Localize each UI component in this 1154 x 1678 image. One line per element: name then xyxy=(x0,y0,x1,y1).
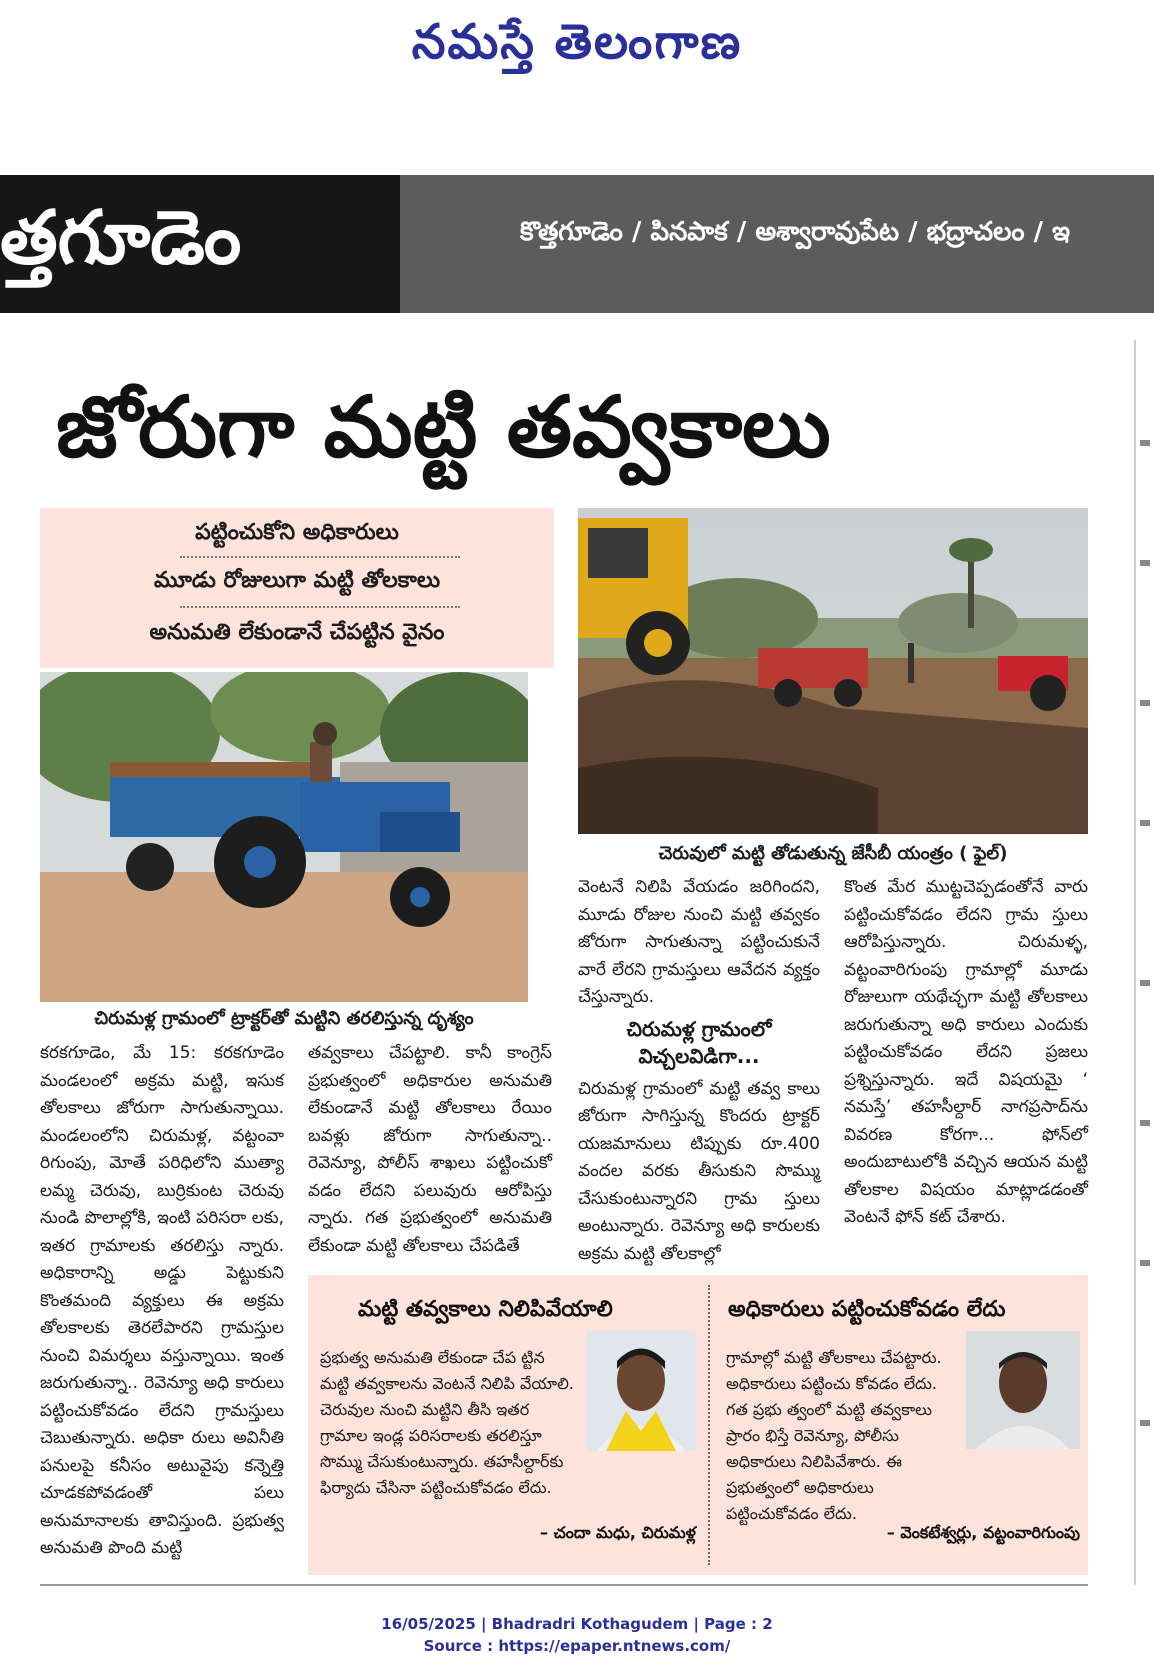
edge-text-fragment xyxy=(1140,440,1150,446)
subhead-3: అనుమతి లేకుండానే చేపట్టిన వైనం xyxy=(149,620,445,645)
masthead xyxy=(0,0,1154,110)
inline-subhead: చిరుమళ్ల గ్రామంలో విచ్చలవిడిగా... xyxy=(626,1016,772,1068)
quote2-signature: – వెంకటేశ్వర్లు, వట్టంవారిగుంపు xyxy=(886,1523,1080,1542)
tractor-photo-caption: చిరుమళ్ల గ్రామంలో ట్రాక్టర్‌తో మట్టిని తరలిస్తున్న దృశ్యం xyxy=(94,1008,474,1029)
newspaper-logo: నమస్తే తెలంగాణ xyxy=(411,14,743,70)
dotted-divider xyxy=(180,556,460,558)
quote2-heading: అధికారులు పట్టించుకోవడం లేదు xyxy=(728,1297,1006,1322)
places-list: కొత్తగూడెం / పినపాక / అశ్వారావుపేట / భద్రాచలం / ఇ xyxy=(520,217,1071,247)
subhead-1: పట్టించుకోని అధికారులు xyxy=(195,520,399,545)
bottom-rule xyxy=(40,1584,1088,1586)
district-name-panel xyxy=(0,175,400,313)
article-column-3 xyxy=(578,874,820,1268)
quote1-heading: మట్టి తవ్వకాలు నిలిపివేయాలి xyxy=(358,1297,613,1322)
article-text: తవ్వకాలు చేపట్టాలి. కానీ కాంగ్రెస్ ప్రభుత్వంలో అధికారుల అనుమతి లేకుండానే మట్టి తోలకాలు రేయిం బవళ్లు జోరుగా సాగుతున్నా.. రెవెన్యూ, పోలీస్ శాఖలు పట్టించుకో వడం లేదని పలువురు ఆరోపిస్తు న్నారు. గత ప్రభుత్వంలో అనుమతి లేకుండా మట్టి తోలకాలు చేపడితే xyxy=(308,1043,552,1256)
jcb-photo-illustration xyxy=(578,508,1088,834)
subheads-box xyxy=(40,508,554,668)
places-panel xyxy=(400,175,1154,313)
quote1-signature: – చందా మధు, చిరుమళ్ల xyxy=(540,1523,696,1542)
article-text: కరకగూడెం, మే 15: కరకగూడెం మండలంలో అక్రమ మట్టి, ఇసుక తోలకాలు జోరుగా సాగుతున్నాయి. మండలంలోని చిరుమళ్ల, వట్టంవా రిగుంపు, మోతే పరిధిలోని ముత్యా లమ్మ చెరువు, బుర్రికుంట చెరువు నుండి పొలాల్లోకి, ఇంటి పరిసరా లకు, ఇతర గ్రామాలకు తరలిస్తు న్నారు. అధికారాన్ని అడ్డు పెట్టుకుని కొంతమంది వ్యక్తులు ఈ అక్రమ తోలకాలకు తెరలేపారని గ్రామస్తుల నుంచి విమర్శలు వస్తున్నాయి. ఇంత జరుగుతున్నా.. రెవెన్యూ అధి కారులు పట్టించుకోవడం లేదని గ్రామస్తులు చెబుతున్నారు. అధికా రులు అవినీతి పనులపై కనీసం అటువైపు కన్నెత్తి చూడకపోవడంతో పలు అనుమానాలకు తావిస్తుంది. ప్రభుత్వ అనుమతి పొంది మట్టి xyxy=(40,1043,284,1558)
district-name: త్తగూడెం xyxy=(0,195,242,281)
quotes-box xyxy=(308,1275,1088,1575)
district-band xyxy=(0,175,1154,313)
article-text: చిరుమళ్ల గ్రామంలో మట్టి తవ్వ కాలు జోరుగా సాగిస్తున్న కొందరు ట్రాక్టర్ యజమానులు టిప్పుకు రూ.400 వందల వరకు తీసుకుని సొమ్ము చేసుకుంటున్నారని గ్రామ స్తులు అంటున్నారు. రెవెన్యూ అధి కారులకు అక్రమ మట్టి తోలకాల్లో xyxy=(578,1078,820,1264)
article-column-2 xyxy=(308,1040,552,1260)
jcb-photo-caption: చెరువులో మట్టి తోడుతున్న జేసీబీ యంత్రం ( ఫైల్) xyxy=(658,843,1008,864)
dotted-divider xyxy=(180,606,460,608)
edge-text-fragment xyxy=(1140,700,1150,706)
quote2-text: గ్రామాల్లో మట్టి తోలకాలు చేపట్టారు. అధికారులు పట్టించు కోవడం లేదు. గత ప్రభు త్వంలో మట్టి తవ్వకాలు ప్రారం భిస్తే రెవెన్యూ, పోలీసు అధికారులు నిలిపివేశారు. ఈ ప్రభుత్వంలో అధికారులు పట్టించుకోవడం లేదు. xyxy=(726,1348,942,1523)
quote2-portrait xyxy=(966,1331,1080,1449)
headline: జోరుగా మట్టి తవ్వకాలు xyxy=(56,378,831,476)
edge-text-fragment xyxy=(1140,1420,1150,1426)
edge-text-fragment xyxy=(1140,980,1150,986)
article-text: కొంత మేర ముట్టచెప్పడంతోనే వారు పట్టించుకోవడం లేదని గ్రామ స్తులు ఆరోపిస్తున్నారు. చిరుమళ్ళ, వట్టంవారిగుంపు గ్రామాల్లో మూడు రోజులుగా యథేచ్ఛగా మట్టి తోలకాలు జరుగుతున్నా అధి కారులు ఎందుకు పట్టించుకోవడం లేదని ప్రజలు ప్రశ్నిస్తున్నారు. ఇదే విషయమై ‘ నమస్తే’ తహసీల్దార్ నాగప్రసాద్‌ను వివరణ కోరగా... ఫోన్‌లో అందుబాటులోకి వచ్చిన ఆయన మట్టి తోలకాల విషయం మాట్లాడడంతో వెంటనే ఫోన్ కట్ చేశారు. xyxy=(844,877,1088,1227)
quote1-portrait xyxy=(586,1331,696,1451)
article-column-4 xyxy=(844,874,1088,1232)
edge-text-fragment xyxy=(1140,820,1150,826)
subhead-2: మూడు రోజులుగా మట్టి తోలకాలు xyxy=(153,568,441,593)
footer-source-link[interactable]: Source : https://epaper.ntnews.com/ xyxy=(423,1637,731,1655)
article-text: వెంటనే నిలిపి వేయడం జరిగిందని, మూడు రోజుల నుంచి మట్టి తవ్వకం జోరుగా సాగుతున్నా పట్టించుకునే వారే లేరని గ్రామస్తులు ఆవేదన వ్యక్తం చేస్తున్నారు. xyxy=(578,877,820,1007)
person-portrait-icon xyxy=(966,1331,1080,1449)
adjacent-article-edge xyxy=(1134,340,1154,1585)
edge-text-fragment xyxy=(1140,1120,1150,1126)
edge-text-fragment xyxy=(1140,560,1150,566)
quote1-text: ప్రభుత్వ అనుమతి లేకుండా చేప ట్టిన మట్టి తవ్వకాలను వెంటనే నిలిపి వేయాలి. చెరువుల నుంచి మట్టిని తీసి ఇతర గ్రామాల ఇండ్ల పరిసరాలకు తరలిస్తూ సొమ్ము చేసుకుంటున్నారు. తహసీల్దార్‌కు ఫిర్యాదు చేసినా పట్టించుకోవడం లేదు. xyxy=(320,1348,574,1497)
tractor-photo-illustration xyxy=(40,672,528,1002)
footer-date-page: 16/05/2025 | Bhadradri Kothagudem | Page : 2 xyxy=(381,1615,773,1633)
tractor-photo xyxy=(40,672,528,1002)
person-portrait-icon xyxy=(586,1331,696,1451)
jcb-photo xyxy=(578,508,1088,834)
edge-text-fragment xyxy=(1140,1260,1150,1266)
article-column-1 xyxy=(40,1040,284,1563)
quotes-divider xyxy=(708,1285,710,1565)
